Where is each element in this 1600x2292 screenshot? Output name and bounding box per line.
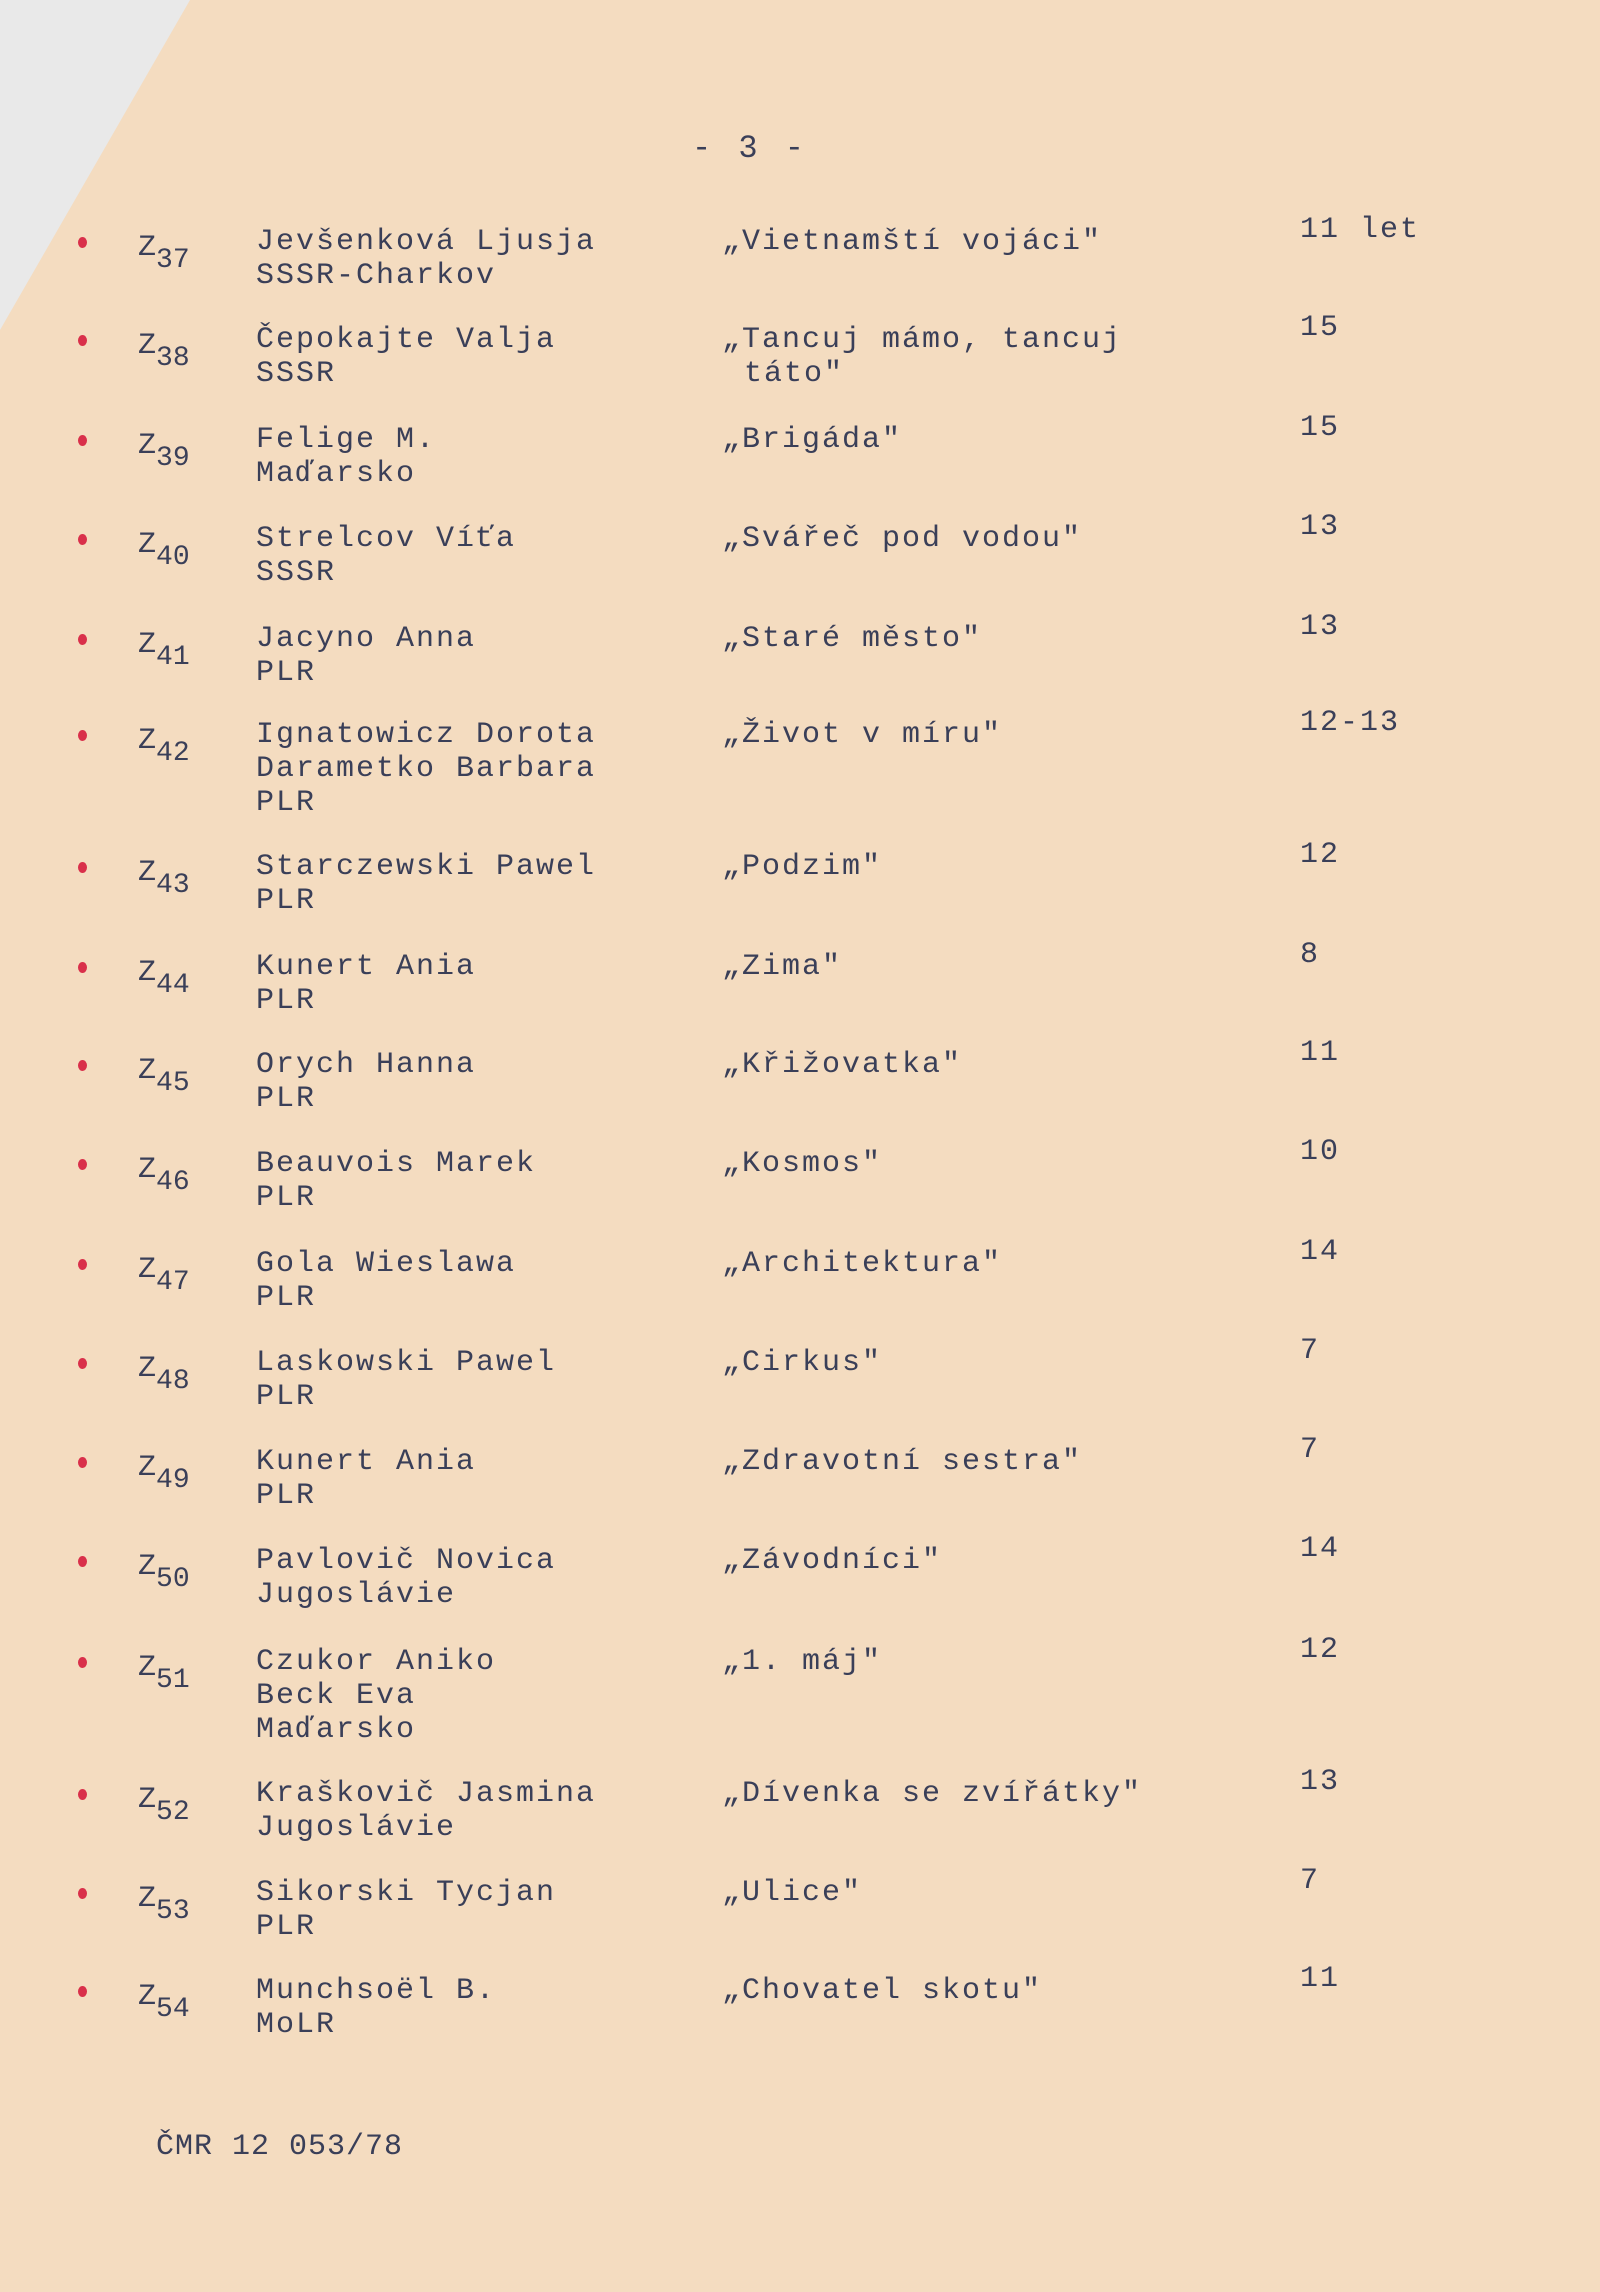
entry-row	[0, 1135, 1600, 1237]
red-bullet-mark	[78, 1556, 87, 1567]
entry-title: „Zdravotní sestra"	[722, 1445, 1083, 1479]
entry-title: „Brigáda"	[722, 423, 903, 457]
entry-names: Felige M. Maďarsko	[256, 423, 437, 491]
entry-row	[0, 1532, 1600, 1634]
entry-age: 14	[1300, 1235, 1341, 1269]
entry-row	[0, 1962, 1600, 2064]
red-bullet-mark	[78, 962, 87, 973]
entry-row	[0, 1036, 1600, 1138]
red-bullet-mark	[78, 534, 87, 545]
entry-names: Laskowski Pawel PLR	[256, 1346, 557, 1414]
entry-code: $Z_{49}$	[138, 1451, 190, 1496]
entry-title: „Chovatel skotu"	[722, 1974, 1043, 2008]
entry-age: 13	[1300, 610, 1341, 644]
entry-title: „Ulice"	[722, 1876, 863, 1910]
entry-title: „Dívenka se zvířátky"	[722, 1777, 1143, 1811]
entry-age: 14	[1300, 1532, 1341, 1566]
entry-age: 11	[1300, 1962, 1341, 1996]
entry-age: 12	[1300, 838, 1341, 872]
entry-title: „Křižovatka"	[722, 1048, 963, 1082]
entry-names: Jacyno Anna PLR	[256, 622, 477, 690]
entry-title: „Kosmos"	[722, 1147, 883, 1181]
page-number: - 3 -	[691, 130, 808, 167]
entry-title: „Staré město"	[722, 622, 983, 656]
entry-age: 15	[1300, 411, 1341, 445]
entry-row	[0, 838, 1600, 940]
red-bullet-mark	[78, 1986, 87, 1997]
red-bullet-mark	[78, 1657, 87, 1668]
entry-age: 8	[1300, 938, 1321, 972]
entry-names: Sikorski Tycjan PLR	[256, 1876, 557, 1944]
entry-row	[0, 1433, 1600, 1535]
entry-code: $Z_{51}$	[138, 1651, 190, 1696]
red-bullet-mark	[78, 435, 87, 446]
entry-age: 12-13	[1300, 706, 1401, 740]
entry-row	[0, 213, 1600, 315]
red-bullet-mark	[78, 862, 87, 873]
entry-names: Czukor Aniko Beck Eva Maďarsko	[256, 1645, 497, 1747]
entry-row	[0, 1334, 1600, 1436]
red-bullet-mark	[78, 335, 87, 346]
entry-title: „Zima"	[722, 950, 843, 984]
red-bullet-mark	[78, 1060, 87, 1071]
entry-names: Munchsoël B. MoLR	[256, 1974, 497, 2042]
entry-code: $Z_{45}$	[138, 1054, 190, 1099]
entry-names: Gola Wieslawa PLR	[256, 1247, 517, 1315]
entry-title: „Podzim"	[722, 850, 883, 884]
red-bullet-mark	[78, 1259, 87, 1270]
entry-row	[0, 706, 1600, 820]
red-bullet-mark	[78, 237, 87, 248]
entry-row	[0, 1765, 1600, 1867]
entry-age: 7	[1300, 1433, 1321, 1467]
entry-age: 7	[1300, 1334, 1321, 1368]
entry-age: 11 let	[1300, 213, 1421, 247]
entry-names: Pavlovič Novica Jugoslávie	[256, 1544, 557, 1612]
entry-title: „Život v míru"	[722, 718, 1003, 752]
entry-code: $Z_{47}$	[138, 1253, 190, 1298]
entry-age: 15	[1300, 311, 1341, 345]
entry-code: $Z_{50}$	[138, 1550, 190, 1595]
entry-age: 12	[1300, 1633, 1341, 1667]
entry-row	[0, 411, 1600, 513]
entry-names: Starczewski Pawel PLR	[256, 850, 597, 918]
red-bullet-mark	[78, 1358, 87, 1369]
entry-names: Kunert Ania PLR	[256, 950, 477, 1018]
entry-age: 10	[1300, 1135, 1341, 1169]
entry-names: Ignatowicz Dorota Darametko Barbara PLR	[256, 718, 597, 820]
entry-title: „Svářeč pod vodou"	[722, 522, 1083, 556]
entry-code: $Z_{38}$	[138, 329, 190, 374]
entry-code: $Z_{52}$	[138, 1783, 190, 1828]
entry-title: „Závodníci"	[722, 1544, 943, 1578]
document-reference: ČMR 12 053/78	[156, 2130, 404, 2164]
entry-code: $Z_{48}$	[138, 1352, 190, 1397]
red-bullet-mark	[78, 730, 87, 741]
entry-row	[0, 610, 1600, 712]
entry-names: Kunert Ania PLR	[256, 1445, 477, 1513]
entry-code: $Z_{43}$	[138, 856, 190, 901]
entry-title: „Cirkus"	[722, 1346, 883, 1380]
entry-row	[0, 311, 1600, 413]
entry-row	[0, 1235, 1600, 1337]
red-bullet-mark	[78, 1888, 87, 1899]
entry-code: $Z_{44}$	[138, 956, 190, 1001]
entry-names: Kraškovič Jasmina Jugoslávie	[256, 1777, 597, 1845]
entry-age: 13	[1300, 1765, 1341, 1799]
entry-code: $Z_{42}$	[138, 724, 190, 769]
entry-age: 7	[1300, 1864, 1321, 1898]
red-bullet-mark	[78, 1789, 87, 1800]
entry-age: 13	[1300, 510, 1341, 544]
entry-row	[0, 938, 1600, 1040]
entry-names: Beauvois Marek PLR	[256, 1147, 537, 1215]
entry-row	[0, 1633, 1600, 1747]
entry-title: „Architektura"	[722, 1247, 1003, 1281]
entry-code: $Z_{46}$	[138, 1153, 190, 1198]
entry-row	[0, 510, 1600, 612]
entry-title: „Vietnamští vojáci"	[722, 225, 1103, 259]
entry-names: Jevšenková Ljusja SSSR-Charkov	[256, 225, 597, 293]
entry-age: 11	[1300, 1036, 1341, 1070]
entry-code: $Z_{37}$	[138, 231, 190, 276]
entry-code: $Z_{54}$	[138, 1980, 190, 2025]
red-bullet-mark	[78, 1159, 87, 1170]
entry-title: „1. máj"	[722, 1645, 883, 1679]
entry-row	[0, 1864, 1600, 1966]
red-bullet-mark	[78, 634, 87, 645]
entry-code: $Z_{39}$	[138, 429, 190, 474]
entry-code: $Z_{53}$	[138, 1882, 190, 1927]
entry-names: Čepokajte Valja SSSR	[256, 323, 557, 391]
entry-names: Orych Hanna PLR	[256, 1048, 477, 1116]
entry-code: $Z_{40}$	[138, 528, 190, 573]
red-bullet-mark	[78, 1457, 87, 1468]
entry-names: Strelcov Víťa SSSR	[256, 522, 517, 590]
entry-code: $Z_{41}$	[138, 628, 190, 673]
entry-title: „Tancuj mámo, tancuj táto"	[722, 323, 1123, 391]
